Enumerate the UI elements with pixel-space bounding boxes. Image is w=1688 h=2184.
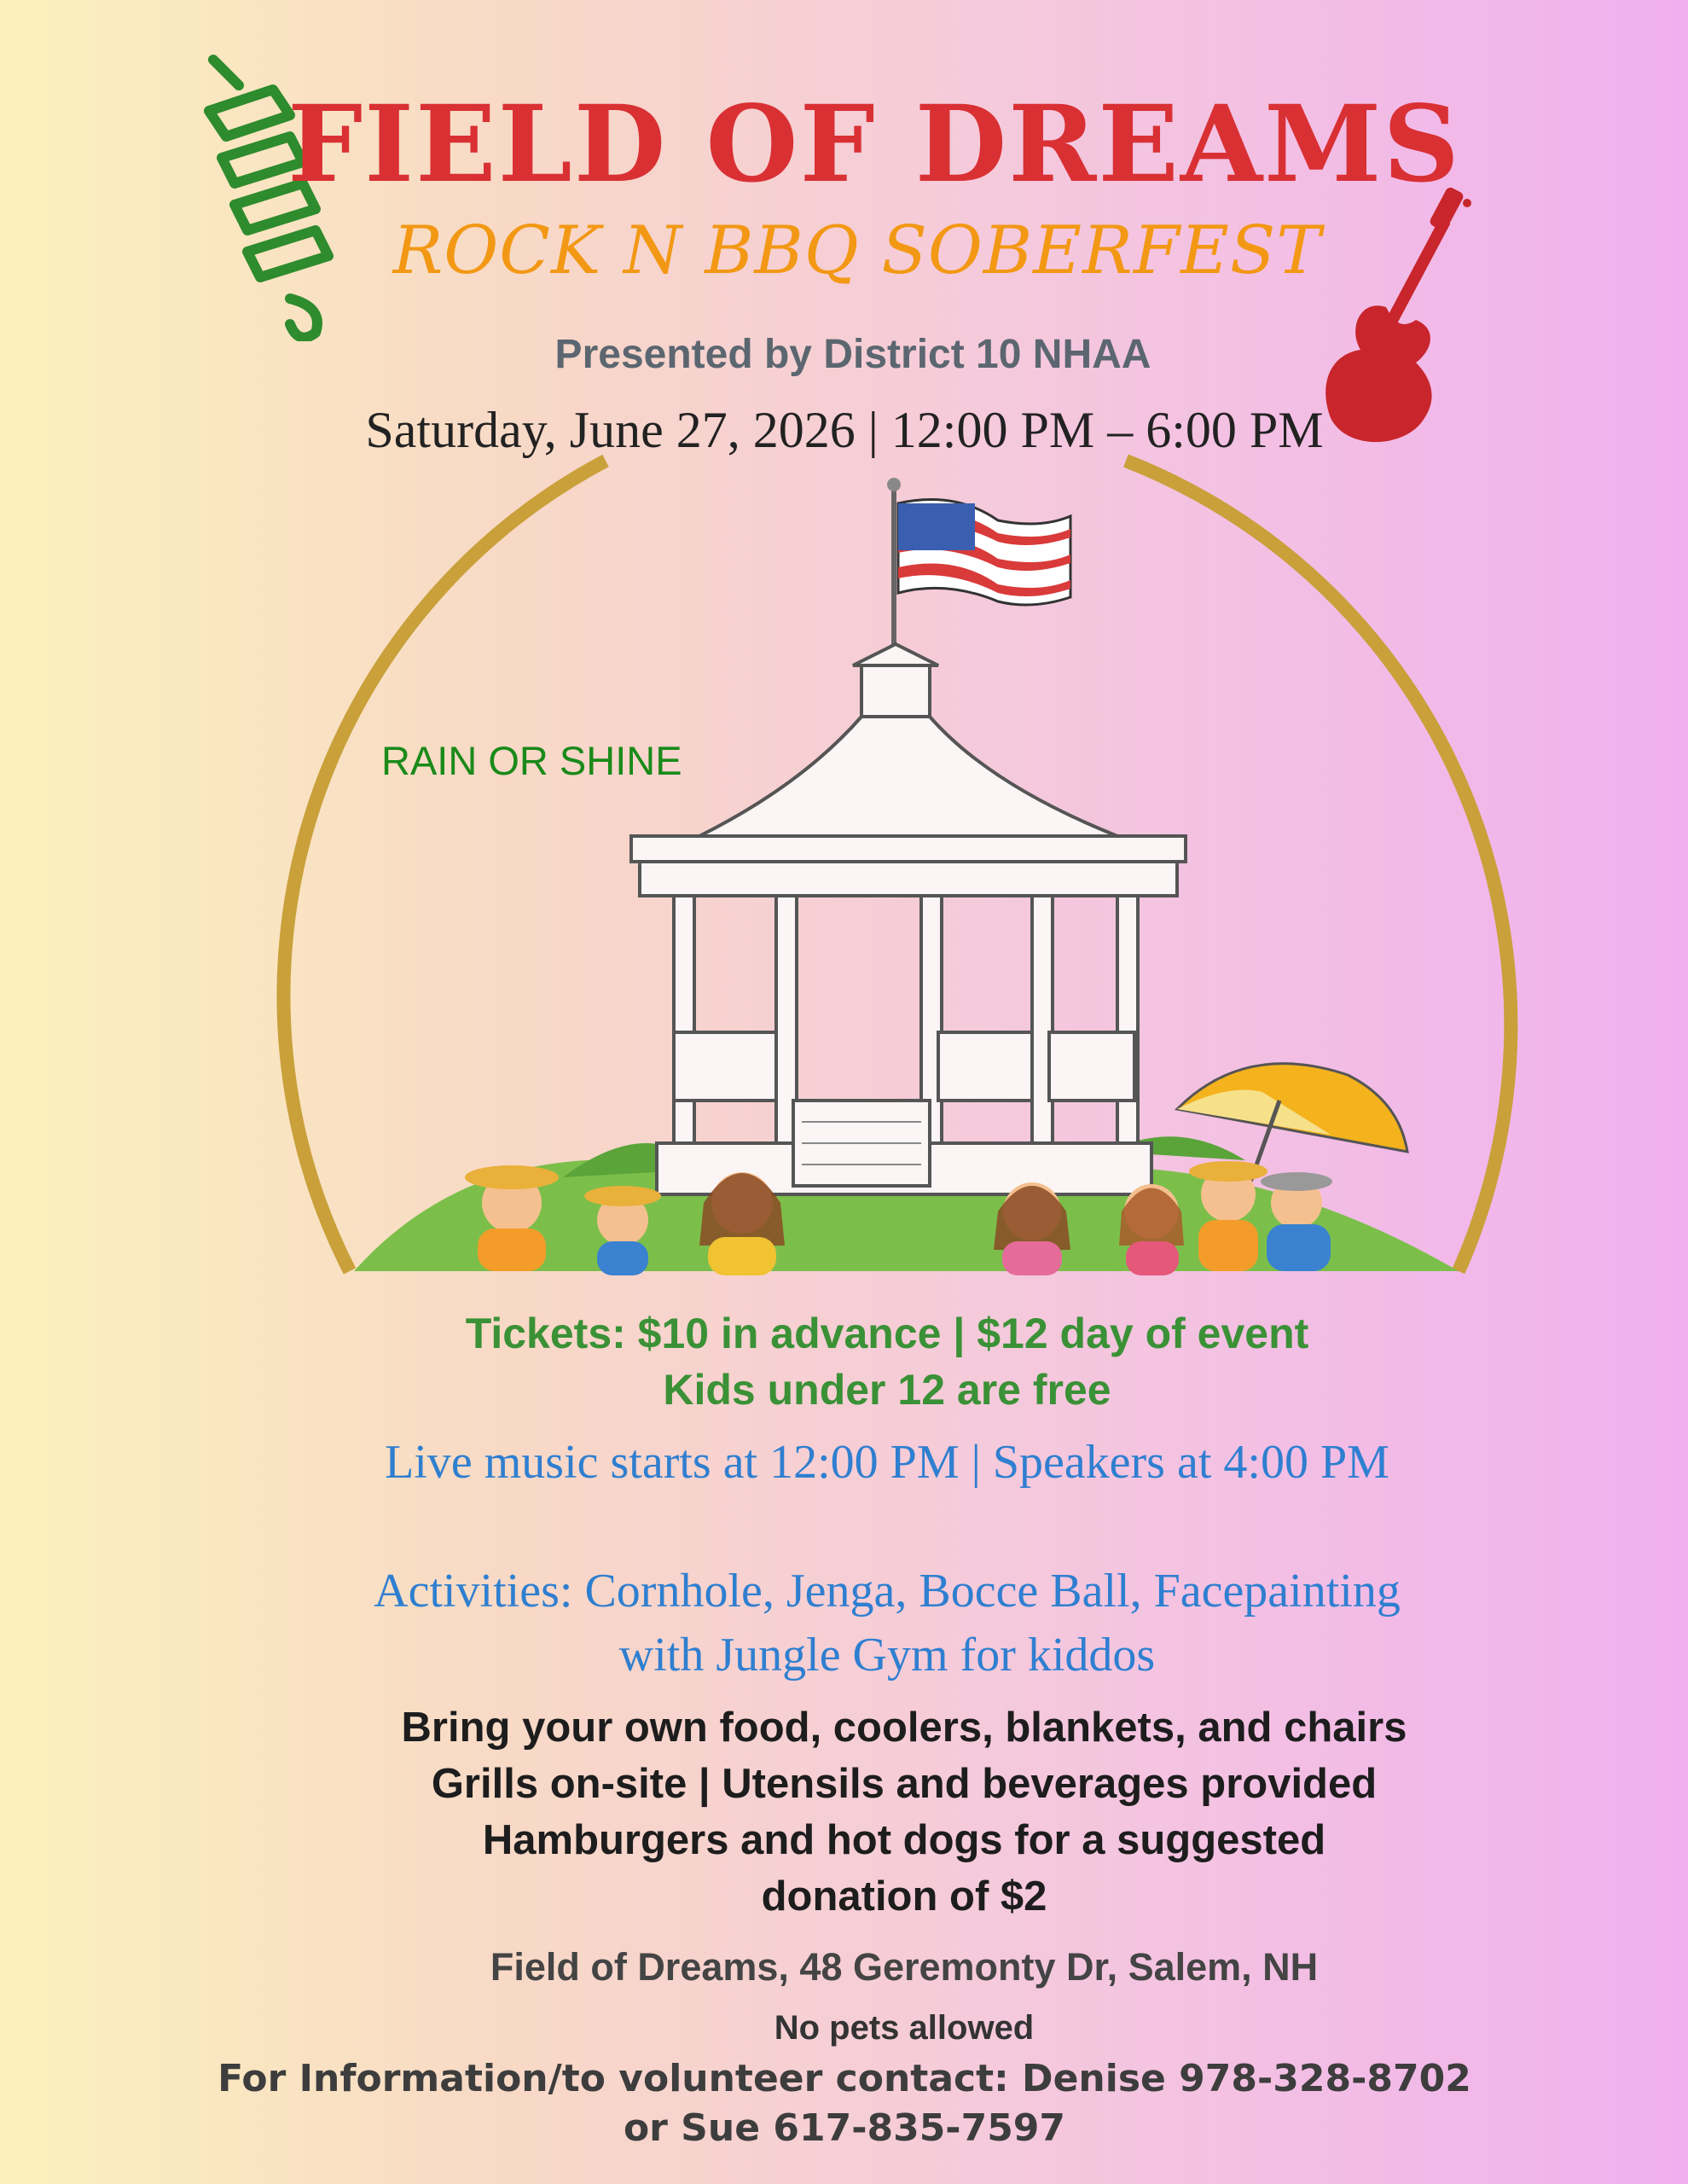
american-flag-icon xyxy=(898,500,1070,606)
event-datetime: Saturday, June 27, 2026 | 12:00 PM – 6:00 PM xyxy=(365,402,1324,458)
golden-ring xyxy=(283,461,606,1271)
event-location: Field of Dreams, 48 Geremonty Dr, Salem, NH xyxy=(490,1945,1319,1989)
bring-line-3: Hamburgers and hot dogs for a suggested xyxy=(482,1817,1326,1863)
activities-line-1: Activities: Cornhole, Jenga, Bocce Ball, Facepainting xyxy=(374,1565,1401,1618)
event-subtitle: ROCK N BBQ SOBERFEST xyxy=(392,212,1322,289)
contact-info xyxy=(162,2054,1527,2153)
music-schedule: Live music starts at 12:00 PM | Speakers at 4:00 PM xyxy=(385,1436,1389,1489)
bring-line-2: Grills on-site | Utensils and beverages provided xyxy=(431,1761,1378,1807)
contact-line-2: or Sue 617-835-7597 xyxy=(623,2106,1066,2150)
bring-line-1: Bring your own food, coolers, blankets, and chairs xyxy=(401,1705,1407,1751)
bring-line-4: donation of $2 xyxy=(761,1873,1047,1920)
activities-info xyxy=(247,1560,1527,1687)
activities-line-2: with Jungle Gym for kiddos xyxy=(618,1629,1156,1682)
pets-notice: No pets allowed xyxy=(774,2009,1035,2047)
rain-or-shine-label: RAIN OR SHINE xyxy=(381,738,682,783)
event-title: FIELD OF DREAMS xyxy=(287,83,1461,206)
presenter-line: Presented by District 10 NHAA xyxy=(554,332,1151,377)
tickets-info xyxy=(256,1305,1518,1418)
kids-free: Kids under 12 are free xyxy=(663,1366,1111,1414)
tickets-price: Tickets: $10 in advance | $12 day of event xyxy=(465,1310,1309,1357)
bring-info xyxy=(290,1699,1518,1925)
gazebo-illustration xyxy=(273,452,1518,1280)
contact-line-1: For Information/to volunteer contact: Denise 978-328-8702 xyxy=(218,2057,1471,2100)
